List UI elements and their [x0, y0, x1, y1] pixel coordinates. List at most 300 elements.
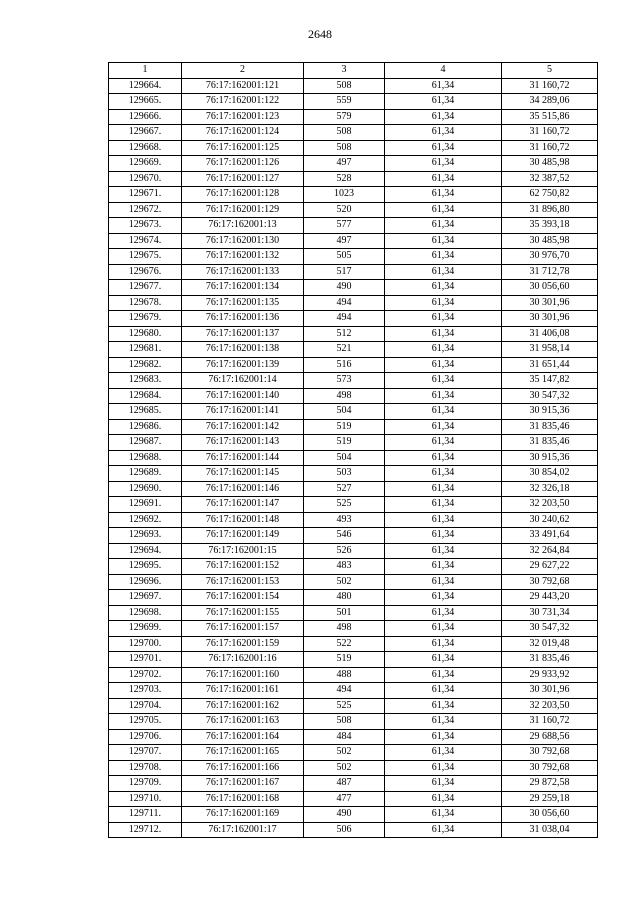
row-number-cell: 129669. [109, 156, 182, 172]
rate-cell: 61,34 [385, 233, 502, 249]
cadastral-number-cell: 76:17:162001:154 [182, 590, 304, 606]
amount-cell: 31 160,72 [502, 140, 598, 156]
cadastral-number-cell: 76:17:162001:148 [182, 512, 304, 528]
area-cell: 559 [304, 94, 385, 110]
rate-cell: 61,34 [385, 605, 502, 621]
table-row [109, 466, 598, 482]
table-header-row [109, 63, 598, 79]
amount-cell: 31 712,78 [502, 264, 598, 280]
table-row [109, 528, 598, 544]
row-number-cell: 129674. [109, 233, 182, 249]
cadastral-number-cell: 76:17:162001:136 [182, 311, 304, 327]
cadastral-number-cell: 76:17:162001:140 [182, 388, 304, 404]
area-cell: 497 [304, 233, 385, 249]
area-cell: 577 [304, 218, 385, 234]
row-number-cell: 129689. [109, 466, 182, 482]
cadastral-number-cell: 76:17:162001:141 [182, 404, 304, 420]
row-number-cell: 129701. [109, 652, 182, 668]
table-row [109, 125, 598, 141]
row-number-cell: 129693. [109, 528, 182, 544]
amount-cell: 30 731,34 [502, 605, 598, 621]
area-cell: 520 [304, 202, 385, 218]
row-number-cell: 129677. [109, 280, 182, 296]
amount-cell: 30 485,98 [502, 156, 598, 172]
cadastral-number-cell: 76:17:162001:122 [182, 94, 304, 110]
amount-cell: 30 792,68 [502, 574, 598, 590]
area-cell: 494 [304, 683, 385, 699]
row-number-cell: 129695. [109, 559, 182, 575]
rate-cell: 61,34 [385, 295, 502, 311]
row-number-cell: 129687. [109, 435, 182, 451]
rate-cell: 61,34 [385, 311, 502, 327]
cadastral-number-cell: 76:17:162001:162 [182, 698, 304, 714]
area-cell: 1023 [304, 187, 385, 203]
column-header: 4 [385, 63, 502, 79]
rate-cell: 61,34 [385, 636, 502, 652]
cadastral-number-cell: 76:17:162001:128 [182, 187, 304, 203]
table-row [109, 652, 598, 668]
amount-cell: 30 301,96 [502, 683, 598, 699]
amount-cell: 30 547,32 [502, 621, 598, 637]
row-number-cell: 129684. [109, 388, 182, 404]
rate-cell: 61,34 [385, 559, 502, 575]
rate-cell: 61,34 [385, 466, 502, 482]
area-cell: 490 [304, 807, 385, 823]
rate-cell: 61,34 [385, 357, 502, 373]
cadastral-number-cell: 76:17:162001:144 [182, 450, 304, 466]
rate-cell: 61,34 [385, 78, 502, 94]
row-number-cell: 129690. [109, 481, 182, 497]
row-number-cell: 129694. [109, 543, 182, 559]
table-row [109, 605, 598, 621]
cadastral-number-cell: 76:17:162001:163 [182, 714, 304, 730]
table-row [109, 698, 598, 714]
area-cell: 487 [304, 776, 385, 792]
area-cell: 517 [304, 264, 385, 280]
amount-cell: 31 160,72 [502, 125, 598, 141]
table-row [109, 264, 598, 280]
rate-cell: 61,34 [385, 388, 502, 404]
row-number-cell: 129681. [109, 342, 182, 358]
rate-cell: 61,34 [385, 807, 502, 823]
cadastral-number-cell: 76:17:162001:14 [182, 373, 304, 389]
row-number-cell: 129680. [109, 326, 182, 342]
amount-cell: 31 406,08 [502, 326, 598, 342]
rate-cell: 61,34 [385, 264, 502, 280]
table-row [109, 419, 598, 435]
column-header: 1 [109, 63, 182, 79]
amount-cell: 32 203,50 [502, 497, 598, 513]
area-cell: 527 [304, 481, 385, 497]
amount-cell: 31 835,46 [502, 435, 598, 451]
area-cell: 494 [304, 295, 385, 311]
cadastral-number-cell: 76:17:162001:139 [182, 357, 304, 373]
amount-cell: 30 056,60 [502, 280, 598, 296]
area-cell: 508 [304, 78, 385, 94]
row-number-cell: 129682. [109, 357, 182, 373]
rate-cell: 61,34 [385, 156, 502, 172]
cadastral-number-cell: 76:17:162001:129 [182, 202, 304, 218]
amount-cell: 62 750,82 [502, 187, 598, 203]
area-cell: 506 [304, 822, 385, 838]
amount-cell: 33 491,64 [502, 528, 598, 544]
amount-cell: 30 056,60 [502, 807, 598, 823]
amount-cell: 35 515,86 [502, 109, 598, 125]
cadastral-number-cell: 76:17:162001:135 [182, 295, 304, 311]
cadastral-number-cell: 76:17:162001:133 [182, 264, 304, 280]
rate-cell: 61,34 [385, 373, 502, 389]
rate-cell: 61,34 [385, 187, 502, 203]
cadastral-number-cell: 76:17:162001:152 [182, 559, 304, 575]
row-number-cell: 129678. [109, 295, 182, 311]
amount-cell: 31 160,72 [502, 78, 598, 94]
table-row [109, 481, 598, 497]
amount-cell: 30 240,62 [502, 512, 598, 528]
area-cell: 480 [304, 590, 385, 606]
rate-cell: 61,34 [385, 698, 502, 714]
row-number-cell: 129666. [109, 109, 182, 125]
table-row [109, 94, 598, 110]
cadastral-number-cell: 76:17:162001:166 [182, 760, 304, 776]
row-number-cell: 129671. [109, 187, 182, 203]
row-number-cell: 129711. [109, 807, 182, 823]
rate-cell: 61,34 [385, 745, 502, 761]
cadastral-number-cell: 76:17:162001:165 [182, 745, 304, 761]
rate-cell: 61,34 [385, 419, 502, 435]
rate-cell: 61,34 [385, 342, 502, 358]
amount-cell: 30 792,68 [502, 745, 598, 761]
amount-cell: 29 688,56 [502, 729, 598, 745]
area-cell: 502 [304, 574, 385, 590]
rate-cell: 61,34 [385, 714, 502, 730]
rate-cell: 61,34 [385, 776, 502, 792]
rate-cell: 61,34 [385, 497, 502, 513]
amount-cell: 30 854,02 [502, 466, 598, 482]
amount-cell: 31 160,72 [502, 714, 598, 730]
table-row [109, 776, 598, 792]
area-cell: 528 [304, 171, 385, 187]
rate-cell: 61,34 [385, 729, 502, 745]
area-cell: 484 [304, 729, 385, 745]
rate-cell: 61,34 [385, 481, 502, 497]
column-header: 5 [502, 63, 598, 79]
row-number-cell: 129664. [109, 78, 182, 94]
amount-cell: 35 147,82 [502, 373, 598, 389]
cadastral-number-cell: 76:17:162001:125 [182, 140, 304, 156]
table-row [109, 559, 598, 575]
rate-cell: 61,34 [385, 125, 502, 141]
row-number-cell: 129710. [109, 791, 182, 807]
rate-cell: 61,34 [385, 760, 502, 776]
row-number-cell: 129700. [109, 636, 182, 652]
area-cell: 526 [304, 543, 385, 559]
area-cell: 504 [304, 450, 385, 466]
cadastral-number-cell: 76:17:162001:164 [182, 729, 304, 745]
area-cell: 525 [304, 698, 385, 714]
area-cell: 508 [304, 140, 385, 156]
table-row [109, 621, 598, 637]
row-number-cell: 129667. [109, 125, 182, 141]
table-row [109, 729, 598, 745]
area-cell: 502 [304, 745, 385, 761]
table-row [109, 326, 598, 342]
cadastral-number-cell: 76:17:162001:123 [182, 109, 304, 125]
table-row [109, 373, 598, 389]
table-row [109, 543, 598, 559]
row-number-cell: 129688. [109, 450, 182, 466]
cadastral-number-cell: 76:17:162001:132 [182, 249, 304, 265]
amount-cell: 32 326,18 [502, 481, 598, 497]
data-table [108, 62, 598, 838]
amount-cell: 31 835,46 [502, 419, 598, 435]
area-cell: 502 [304, 760, 385, 776]
cadastral-number-cell: 76:17:162001:124 [182, 125, 304, 141]
table-body [109, 78, 598, 838]
amount-cell: 35 393,18 [502, 218, 598, 234]
amount-cell: 29 627,22 [502, 559, 598, 575]
area-cell: 505 [304, 249, 385, 265]
rate-cell: 61,34 [385, 94, 502, 110]
amount-cell: 29 933,92 [502, 667, 598, 683]
amount-cell: 29 872,58 [502, 776, 598, 792]
table-row [109, 450, 598, 466]
table-row [109, 218, 598, 234]
area-cell: 488 [304, 667, 385, 683]
table-row [109, 342, 598, 358]
cadastral-number-cell: 76:17:162001:168 [182, 791, 304, 807]
row-number-cell: 129675. [109, 249, 182, 265]
table-row [109, 357, 598, 373]
cadastral-number-cell: 76:17:162001:161 [182, 683, 304, 699]
rate-cell: 61,34 [385, 543, 502, 559]
cadastral-number-cell: 76:17:162001:159 [182, 636, 304, 652]
row-number-cell: 129683. [109, 373, 182, 389]
amount-cell: 30 915,36 [502, 450, 598, 466]
area-cell: 546 [304, 528, 385, 544]
row-number-cell: 129707. [109, 745, 182, 761]
rate-cell: 61,34 [385, 109, 502, 125]
cadastral-number-cell: 76:17:162001:146 [182, 481, 304, 497]
row-number-cell: 129670. [109, 171, 182, 187]
area-cell: 483 [304, 559, 385, 575]
row-number-cell: 129704. [109, 698, 182, 714]
area-cell: 521 [304, 342, 385, 358]
row-number-cell: 129702. [109, 667, 182, 683]
table-row [109, 249, 598, 265]
column-header: 2 [182, 63, 304, 79]
area-cell: 573 [304, 373, 385, 389]
cadastral-number-cell: 76:17:162001:15 [182, 543, 304, 559]
rate-cell: 61,34 [385, 140, 502, 156]
cadastral-number-cell: 76:17:162001:137 [182, 326, 304, 342]
cadastral-number-cell: 76:17:162001:138 [182, 342, 304, 358]
cadastral-number-cell: 76:17:162001:155 [182, 605, 304, 621]
area-cell: 519 [304, 652, 385, 668]
area-cell: 525 [304, 497, 385, 513]
area-cell: 512 [304, 326, 385, 342]
rate-cell: 61,34 [385, 621, 502, 637]
row-number-cell: 129665. [109, 94, 182, 110]
table-row [109, 233, 598, 249]
rate-cell: 61,34 [385, 404, 502, 420]
cadastral-number-cell: 76:17:162001:126 [182, 156, 304, 172]
amount-cell: 30 485,98 [502, 233, 598, 249]
table-row [109, 404, 598, 420]
row-number-cell: 129672. [109, 202, 182, 218]
rate-cell: 61,34 [385, 528, 502, 544]
cadastral-number-cell: 76:17:162001:16 [182, 652, 304, 668]
amount-cell: 29 443,20 [502, 590, 598, 606]
page-number: 2648 [308, 27, 332, 41]
area-cell: 490 [304, 280, 385, 296]
rate-cell: 61,34 [385, 249, 502, 265]
cadastral-number-cell: 76:17:162001:13 [182, 218, 304, 234]
amount-cell: 30 301,96 [502, 311, 598, 327]
row-number-cell: 129708. [109, 760, 182, 776]
area-cell: 498 [304, 388, 385, 404]
cadastral-number-cell: 76:17:162001:145 [182, 466, 304, 482]
table-row [109, 574, 598, 590]
table-row [109, 822, 598, 838]
area-cell: 508 [304, 125, 385, 141]
row-number-cell: 129703. [109, 683, 182, 699]
area-cell: 501 [304, 605, 385, 621]
table-row [109, 683, 598, 699]
table-row [109, 714, 598, 730]
rate-cell: 61,34 [385, 667, 502, 683]
table-row [109, 590, 598, 606]
area-cell: 498 [304, 621, 385, 637]
amount-cell: 32 264,84 [502, 543, 598, 559]
cadastral-number-cell: 76:17:162001:121 [182, 78, 304, 94]
cadastral-number-cell: 76:17:162001:134 [182, 280, 304, 296]
table-row [109, 109, 598, 125]
table-row [109, 760, 598, 776]
table-row [109, 636, 598, 652]
table-row [109, 187, 598, 203]
table-row [109, 388, 598, 404]
row-number-cell: 129673. [109, 218, 182, 234]
amount-cell: 31 958,14 [502, 342, 598, 358]
table-row [109, 171, 598, 187]
row-number-cell: 129705. [109, 714, 182, 730]
table-row [109, 667, 598, 683]
cadastral-number-cell: 76:17:162001:167 [182, 776, 304, 792]
area-cell: 497 [304, 156, 385, 172]
table-row [109, 512, 598, 528]
area-cell: 508 [304, 714, 385, 730]
amount-cell: 32 203,50 [502, 698, 598, 714]
rate-cell: 61,34 [385, 435, 502, 451]
table-row [109, 156, 598, 172]
cadastral-number-cell: 76:17:162001:142 [182, 419, 304, 435]
row-number-cell: 129679. [109, 311, 182, 327]
row-number-cell: 129668. [109, 140, 182, 156]
amount-cell: 34 289,06 [502, 94, 598, 110]
cadastral-number-cell: 76:17:162001:160 [182, 667, 304, 683]
rate-cell: 61,34 [385, 652, 502, 668]
row-number-cell: 129699. [109, 621, 182, 637]
cadastral-number-cell: 76:17:162001:169 [182, 807, 304, 823]
amount-cell: 32 019,48 [502, 636, 598, 652]
cadastral-number-cell: 76:17:162001:17 [182, 822, 304, 838]
amount-cell: 32 387,52 [502, 171, 598, 187]
table-row [109, 295, 598, 311]
row-number-cell: 129698. [109, 605, 182, 621]
rate-cell: 61,34 [385, 326, 502, 342]
row-number-cell: 129691. [109, 497, 182, 513]
cadastral-number-cell: 76:17:162001:153 [182, 574, 304, 590]
row-number-cell: 129696. [109, 574, 182, 590]
row-number-cell: 129712. [109, 822, 182, 838]
rate-cell: 61,34 [385, 218, 502, 234]
table-row [109, 280, 598, 296]
table-row [109, 140, 598, 156]
rate-cell: 61,34 [385, 791, 502, 807]
rate-cell: 61,34 [385, 574, 502, 590]
area-cell: 516 [304, 357, 385, 373]
amount-cell: 30 301,96 [502, 295, 598, 311]
area-cell: 503 [304, 466, 385, 482]
table-row [109, 78, 598, 94]
row-number-cell: 129686. [109, 419, 182, 435]
table-row [109, 791, 598, 807]
row-number-cell: 129685. [109, 404, 182, 420]
column-header: 3 [304, 63, 385, 79]
table-row [109, 497, 598, 513]
table-row [109, 311, 598, 327]
area-cell: 579 [304, 109, 385, 125]
area-cell: 493 [304, 512, 385, 528]
amount-cell: 30 915,36 [502, 404, 598, 420]
area-cell: 519 [304, 435, 385, 451]
cadastral-number-cell: 76:17:162001:157 [182, 621, 304, 637]
rate-cell: 61,34 [385, 450, 502, 466]
row-number-cell: 129692. [109, 512, 182, 528]
rate-cell: 61,34 [385, 202, 502, 218]
rate-cell: 61,34 [385, 683, 502, 699]
cadastral-number-cell: 76:17:162001:130 [182, 233, 304, 249]
row-number-cell: 129709. [109, 776, 182, 792]
area-cell: 477 [304, 791, 385, 807]
cadastral-number-cell: 76:17:162001:143 [182, 435, 304, 451]
rate-cell: 61,34 [385, 512, 502, 528]
cadastral-number-cell: 76:17:162001:147 [182, 497, 304, 513]
table-row [109, 202, 598, 218]
amount-cell: 30 547,32 [502, 388, 598, 404]
amount-cell: 30 792,68 [502, 760, 598, 776]
row-number-cell: 129676. [109, 264, 182, 280]
area-cell: 522 [304, 636, 385, 652]
row-number-cell: 129706. [109, 729, 182, 745]
area-cell: 519 [304, 419, 385, 435]
area-cell: 494 [304, 311, 385, 327]
table-row [109, 745, 598, 761]
table-row [109, 435, 598, 451]
rate-cell: 61,34 [385, 171, 502, 187]
rate-cell: 61,34 [385, 822, 502, 838]
amount-cell: 31 835,46 [502, 652, 598, 668]
amount-cell: 31 651,44 [502, 357, 598, 373]
amount-cell: 29 259,18 [502, 791, 598, 807]
rate-cell: 61,34 [385, 280, 502, 296]
cadastral-number-cell: 76:17:162001:149 [182, 528, 304, 544]
area-cell: 504 [304, 404, 385, 420]
amount-cell: 31 896,80 [502, 202, 598, 218]
amount-cell: 31 038,04 [502, 822, 598, 838]
rate-cell: 61,34 [385, 590, 502, 606]
cadastral-number-cell: 76:17:162001:127 [182, 171, 304, 187]
